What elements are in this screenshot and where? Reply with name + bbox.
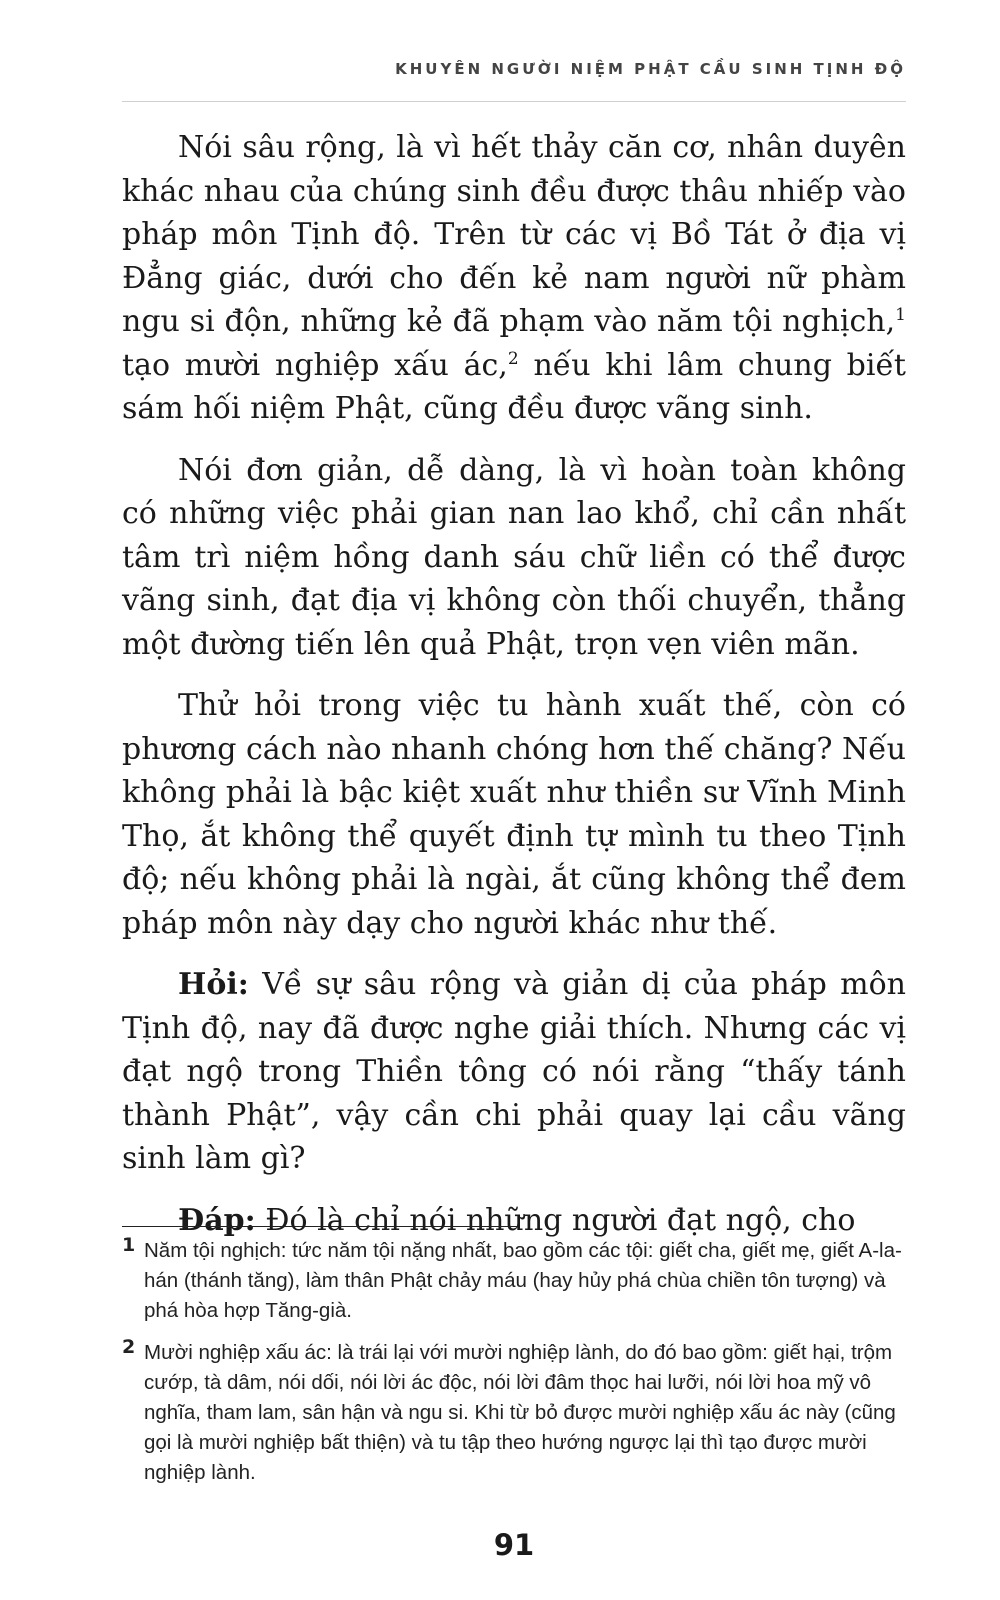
footnote-ref-1[interactable]: 1: [895, 305, 906, 325]
footnote-divider: [122, 1226, 517, 1227]
running-header: KHUYÊN NGƯỜI NIỆM PHẬT CẦU SINH TỊNH ĐỘ: [395, 60, 906, 78]
paragraph-3: Thử hỏi trong việc tu hành xuất thế, còn có phương cách nào nhanh chóng hơn thế chăng? Nếu không phải là bậc kiệt xuất như thiền sư Vĩnh Minh Thọ, ắt không thể quyết định tự mình tu theo Tịnh độ; nếu không phải là ngài, ắt cũng không thể đem pháp môn này dạy cho người khác như thế.: [122, 688, 906, 941]
paragraph-question: [122, 963, 906, 1181]
footnote-1-text: Năm tội nghịch: tức năm tội nặng nhất, bao gồm các tội: giết cha, giết mẹ, giết A-la-hán (thánh tăng), làm thân Phật chảy máu (hay hủy phá chùa chiền tôn tượng) và phá hòa hợp Tăng-già.: [144, 1239, 902, 1322]
footnote-2-marker: 2: [122, 1336, 136, 1358]
footnote-1: [122, 1236, 906, 1326]
paragraph-2: Nói đơn giản, dễ dàng, là vì hoàn toàn không có những việc phải gian nan lao khổ, chỉ cần nhất tâm trì niệm hồng danh sáu chữ liền có thể được vãng sinh, đạt địa vị không còn thối chuyển, thẳng một đường tiến lên quả Phật, trọn vẹn viên mãn.: [122, 452, 906, 662]
paragraph-1-text-a: Nói sâu rộng, là vì hết thảy căn cơ, nhân duyên khác nhau của chúng sinh đều được thâu nhiếp vào pháp môn Tịnh độ. Trên từ các vị Bồ Tát ở địa vị Đẳng giác, dưới cho đến kẻ nam người nữ phàm ngu si độn, những kẻ đã phạm vào năm tội nghịch,: [122, 130, 906, 339]
answer-label: Đáp:: [178, 1202, 256, 1238]
header-divider: [122, 101, 906, 102]
question-text: Về sự sâu rộng và giản dị của pháp môn Tịnh độ, nay đã được nghe giải thích. Nhưng các vị đạt ngộ trong Thiền tông có nói rằng “thấy tánh thành Phật”, vậy cần chi phải quay lại cầu vãng sinh làm gì?: [122, 967, 906, 1176]
paragraph-1: [122, 126, 906, 431]
footnote-2: [122, 1338, 906, 1488]
footnote-2-text: Mười nghiệp xấu ác: là trái lại với mười nghiệp lành, do đó bao gồm: giết hại, trộm cướp, tà dâm, nói dối, nói lời ác độc, nói lời đâm thọc hai lưỡi, nói lời hoa mỹ vô nghĩa, tham lam, sân hận và ngu si. Khi từ bỏ được mười nghiệp xấu ác này (cũng gọi là mười nghiệp bất thiện) và tu tập theo hướng ngược lại thì tạo được mười nghiệp lành.: [144, 1341, 896, 1484]
paragraph-1-text-b: tạo mười nghiệp xấu ác,: [122, 347, 508, 383]
answer-text: Đó là chỉ nói những người đạt ngộ, cho: [255, 1202, 856, 1238]
footnote-ref-2[interactable]: 2: [507, 348, 519, 369]
footnotes: [122, 1236, 906, 1500]
footnote-1-marker: 1: [122, 1234, 136, 1256]
paragraph-1-text-c: nếu khi lâm chung biết sám hối niệm Phật, cũng đều được vãng sinh.: [122, 347, 906, 426]
main-text: [122, 126, 906, 1260]
page-number: 91: [493, 1528, 535, 1562]
question-label: Hỏi:: [178, 967, 249, 1002]
